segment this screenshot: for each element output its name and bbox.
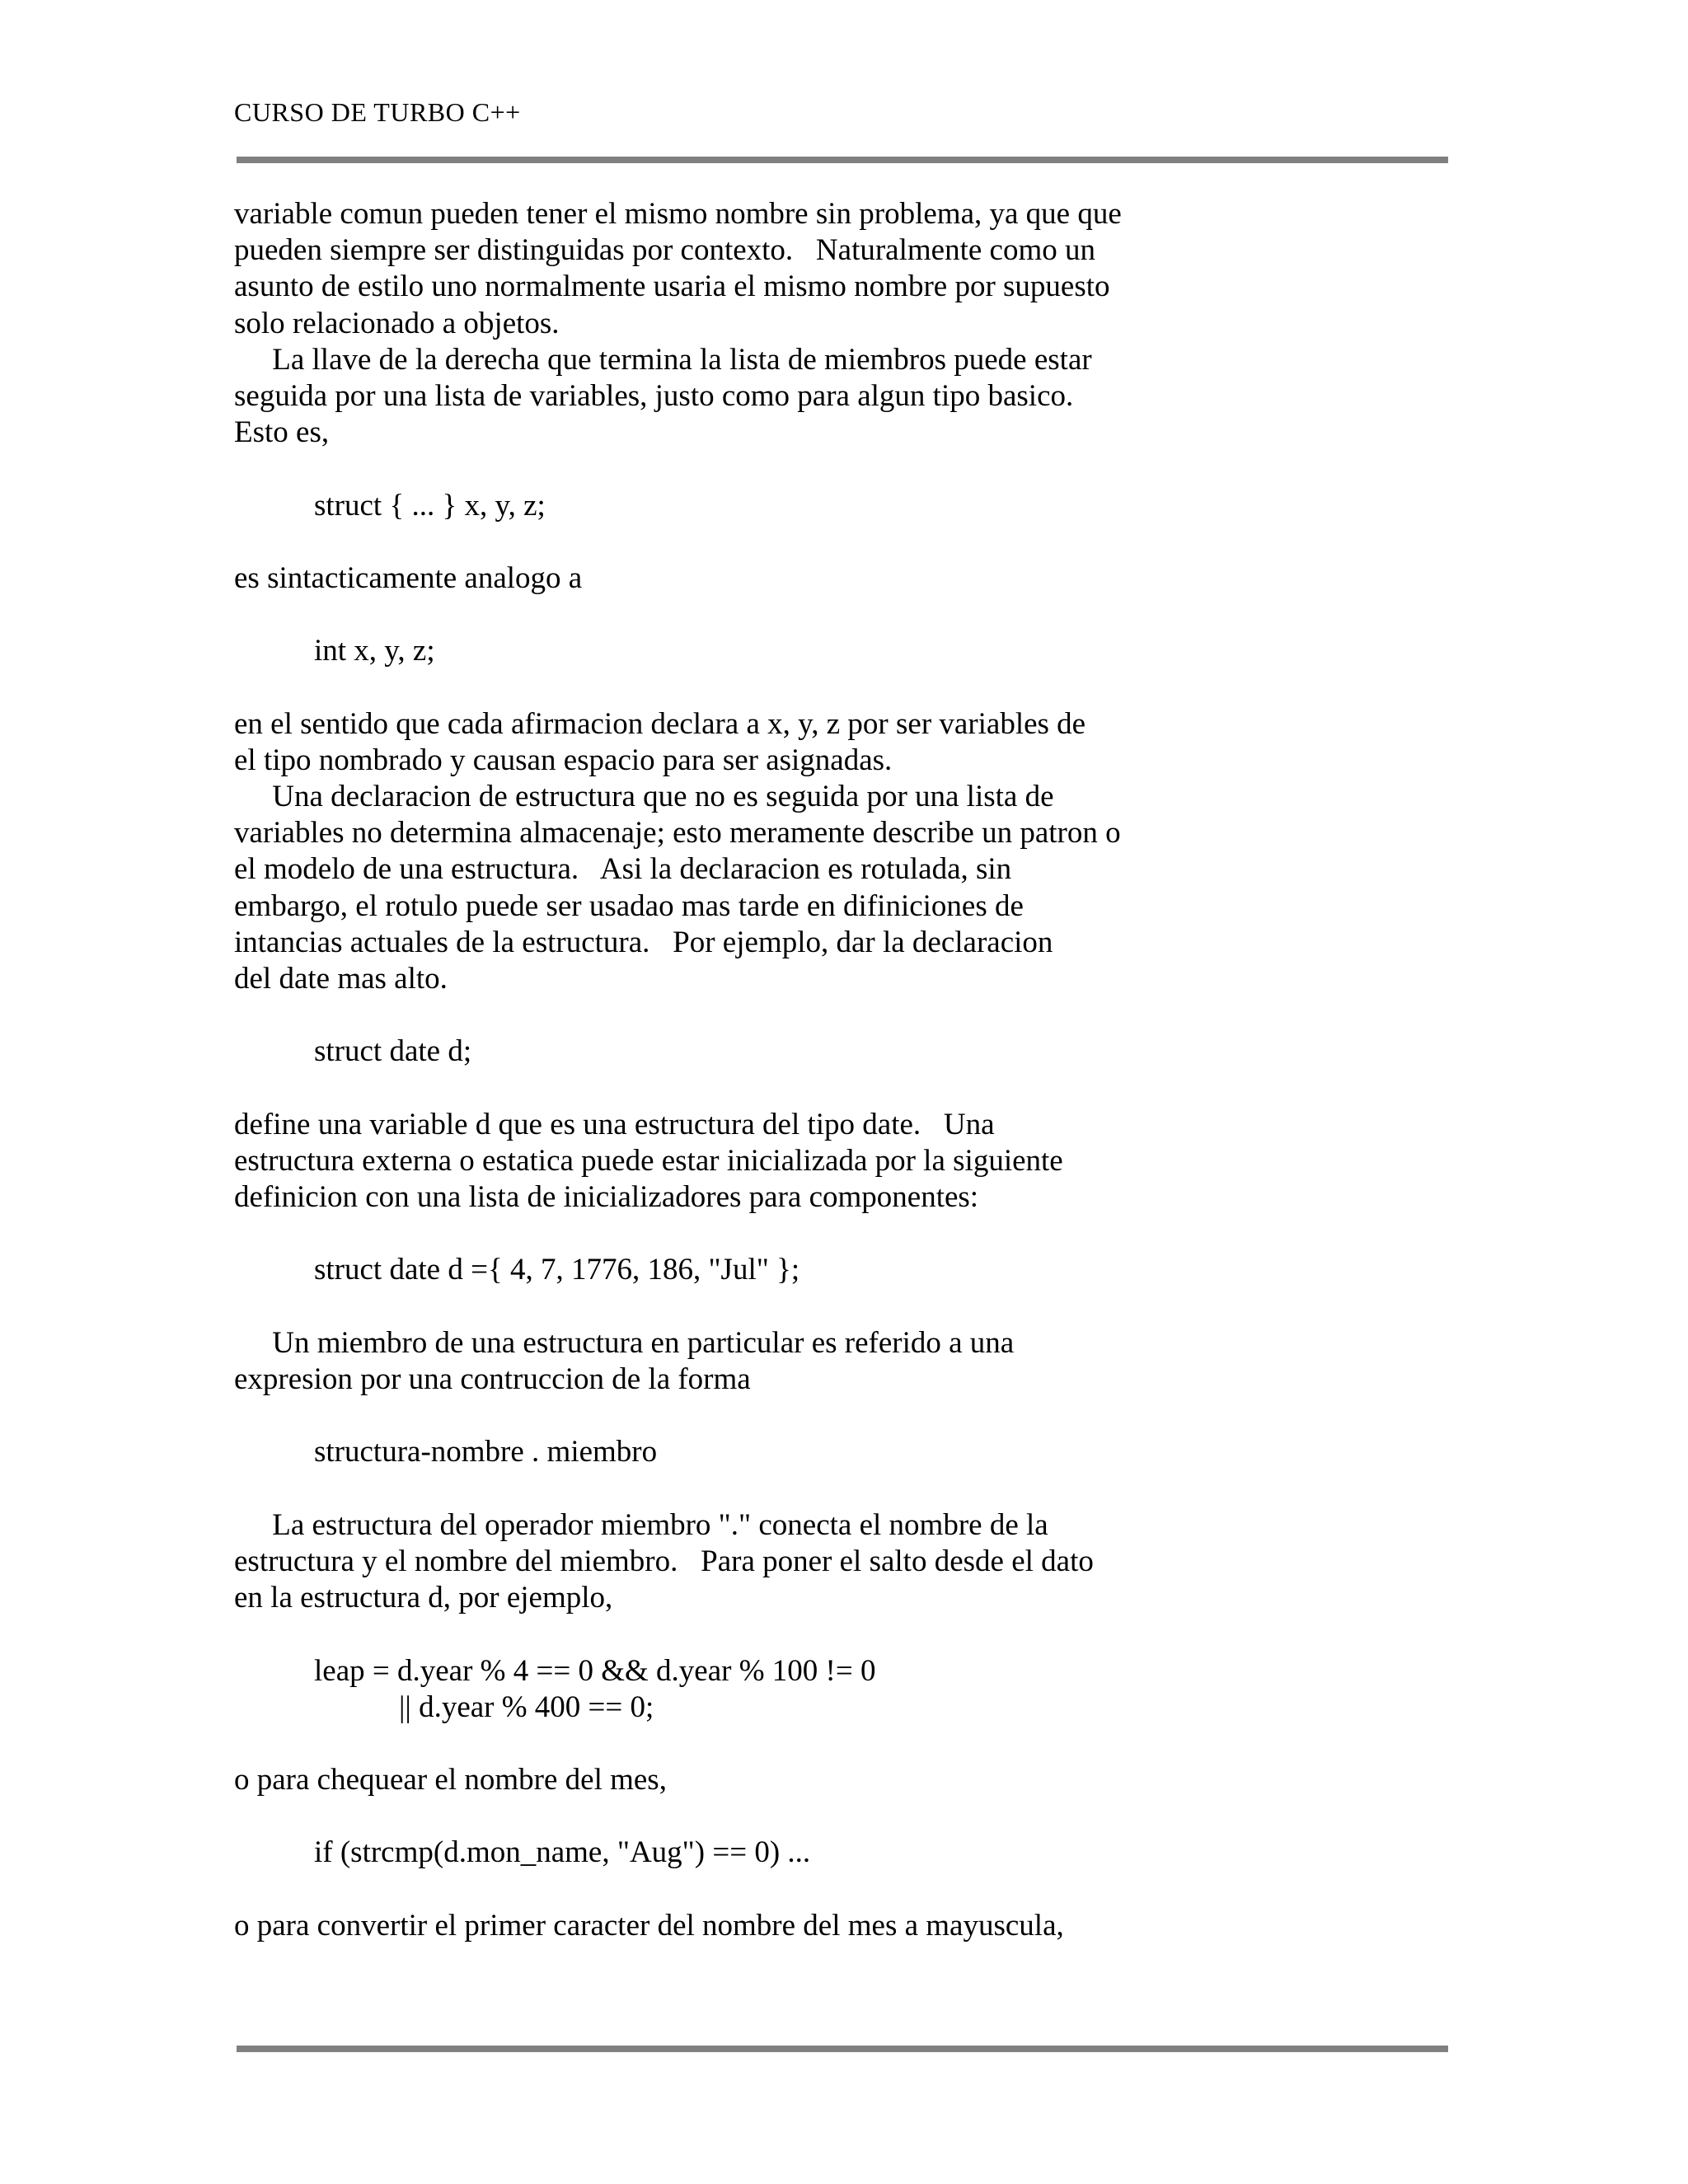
text-line: seguida por una lista de variables, justo como para algun tipo basico.	[234, 378, 1074, 413]
text-line: Esto es,	[234, 415, 330, 450]
code-line: || d.year % 400 == 0;	[399, 1690, 654, 1724]
code-line: struct { ... } x, y, z;	[314, 488, 546, 523]
text-line: el modelo de una estructura. Asi la declaracion es rotulada, sin	[234, 852, 1012, 887]
blank-line	[234, 524, 1223, 560]
text-line: estructura externa o estatica puede estar inicializada por la siguiente	[234, 1143, 1063, 1178]
text-line: La estructura del operador miembro "." conecta el nombre de la	[234, 1507, 1048, 1542]
blank-line	[234, 1398, 1223, 1434]
document-body	[234, 196, 1223, 1944]
blank-line	[234, 1726, 1223, 1762]
text-line: o para chequear el nombre del mes,	[234, 1763, 667, 1797]
blank-line	[234, 1471, 1223, 1507]
blank-line	[234, 1872, 1223, 1908]
code-line: struct date d;	[314, 1034, 472, 1069]
blank-line	[234, 1798, 1223, 1835]
text-line: solo relacionado a objetos.	[234, 306, 560, 340]
code-line: if (strcmp(d.mon_name, "Aug") == 0) ...	[314, 1835, 811, 1870]
blank-line	[234, 597, 1223, 633]
text-line: asunto de estilo uno normalmente usaria el mismo nombre por supuesto	[234, 269, 1110, 304]
text-line: intancias actuales de la estructura. Por ejemplo, dar la declaracion	[234, 925, 1053, 959]
blank-line	[234, 997, 1223, 1033]
text-line: Un miembro de una estructura en particular es referido a una	[234, 1325, 1015, 1360]
text-line: del date mas alto.	[234, 961, 448, 996]
page-header-title: CURSO DE TURBO C++	[234, 97, 521, 127]
text-line: variable comun pueden tener el mismo nombre sin problema, ya que que	[234, 197, 1122, 231]
blank-line	[234, 1071, 1223, 1107]
blank-line	[234, 1216, 1223, 1252]
text-line: Una declaracion de estructura que no es seguida por una lista de	[234, 780, 1054, 813]
footer-divider	[237, 2046, 1448, 2052]
blank-line	[234, 669, 1223, 705]
text-line: embargo, el rotulo puede ser usadao mas tarde en difiniciones de	[234, 888, 1024, 923]
text-line: en la estructura d, por ejemplo,	[234, 1581, 613, 1615]
code-line: leap = d.year % 4 == 0 && d.year % 100 != 0	[314, 1653, 876, 1688]
blank-line	[234, 1289, 1223, 1325]
code-line: int x, y, z;	[314, 634, 435, 668]
text-line: variables no determina almacenaje; esto meramente describe un patron o	[234, 816, 1121, 851]
blank-line	[234, 451, 1223, 487]
code-line: struct date d ={ 4, 7, 1776, 186, "Jul" };	[314, 1253, 800, 1287]
text-line: estructura y el nombre del miembro. Para poner el salto desde el dato	[234, 1544, 1094, 1578]
text-line: el tipo nombrado y causan espacio para ser asignadas.	[234, 743, 893, 777]
text-line: La llave de la derecha que termina la lista de miembros puede estar	[234, 342, 1092, 377]
text-line: definicion con una lista de inicializadores para componentes:	[234, 1180, 979, 1215]
text-line: expresion por una contruccion de la forma	[234, 1362, 751, 1396]
text-line: en el sentido que cada afirmacion declara a x, y, z por ser variables de	[234, 706, 1086, 741]
text-line: o para convertir el primer caracter del nombre del mes a mayuscula,	[234, 1908, 1064, 1943]
text-line: pueden siempre ser distinguidas por contexto. Naturalmente como un	[234, 233, 1095, 268]
code-line: structura-nombre . miembro	[314, 1435, 658, 1469]
text-line: define una variable d que es una estructura del tipo date. Una	[234, 1107, 995, 1141]
header-divider	[237, 157, 1448, 163]
text-line: es sintacticamente analogo a	[234, 560, 583, 595]
blank-line	[234, 1616, 1223, 1652]
